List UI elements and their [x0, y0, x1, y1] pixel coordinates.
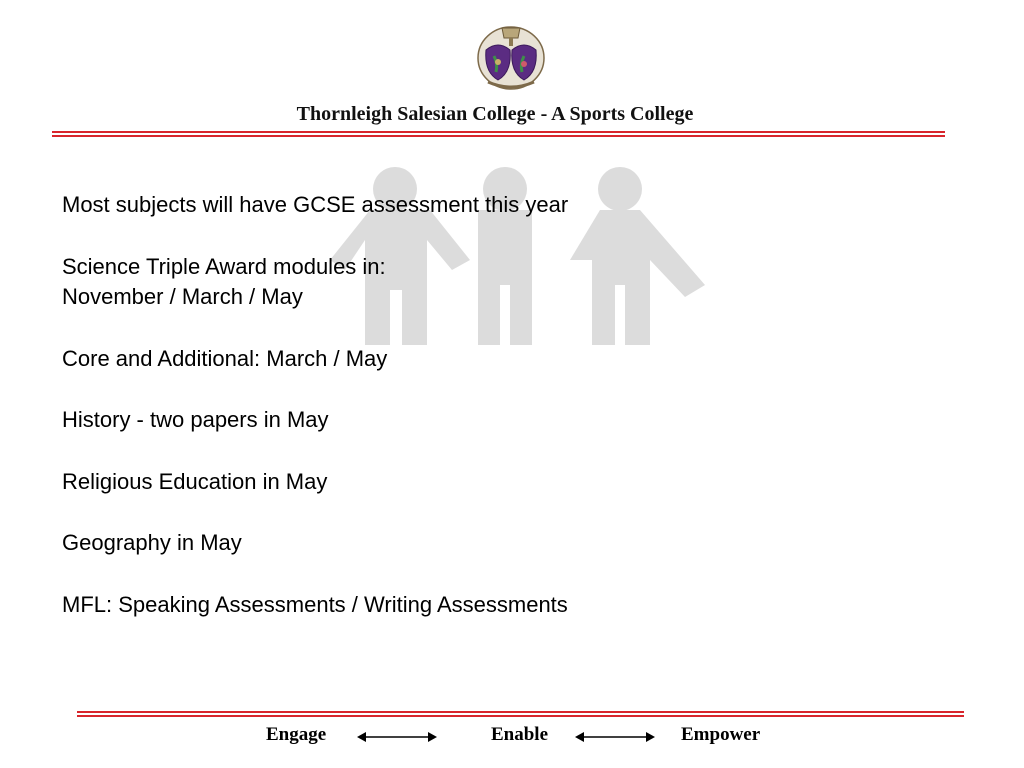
content-line: Religious Education in May [62, 468, 328, 494]
content-line [62, 375, 568, 406]
content-line: November / March / May [62, 284, 303, 310]
school-crest-icon [476, 22, 546, 90]
content-line [62, 498, 568, 529]
content-line: Geography in May [62, 530, 242, 556]
content-line [62, 221, 568, 252]
double-arrow-icon [575, 730, 655, 744]
content-text [62, 190, 568, 621]
footer-divider [77, 711, 964, 717]
footer-word-engage: Engage [266, 724, 327, 745]
content-line: MFL: Speaking Assessments / Writing Assessments [62, 591, 568, 617]
content-line: Most subjects will have GCSE assessment this year [62, 192, 569, 217]
content-line [62, 313, 568, 344]
footer-word-empower: Empower [681, 724, 761, 745]
double-arrow-icon [357, 730, 437, 744]
footer-word-enable: Enable [491, 724, 549, 745]
content-line [62, 436, 568, 467]
header-divider [52, 131, 945, 137]
content-line: History - two papers in May [62, 407, 329, 433]
content-line: Core and Additional: March / May [62, 345, 388, 371]
footer-motto [0, 724, 1024, 750]
college-title: Thornleigh Salesian College - A Sports College [296, 103, 694, 125]
content-line: Science Triple Award modules in: [62, 253, 386, 279]
content-line [62, 559, 568, 590]
